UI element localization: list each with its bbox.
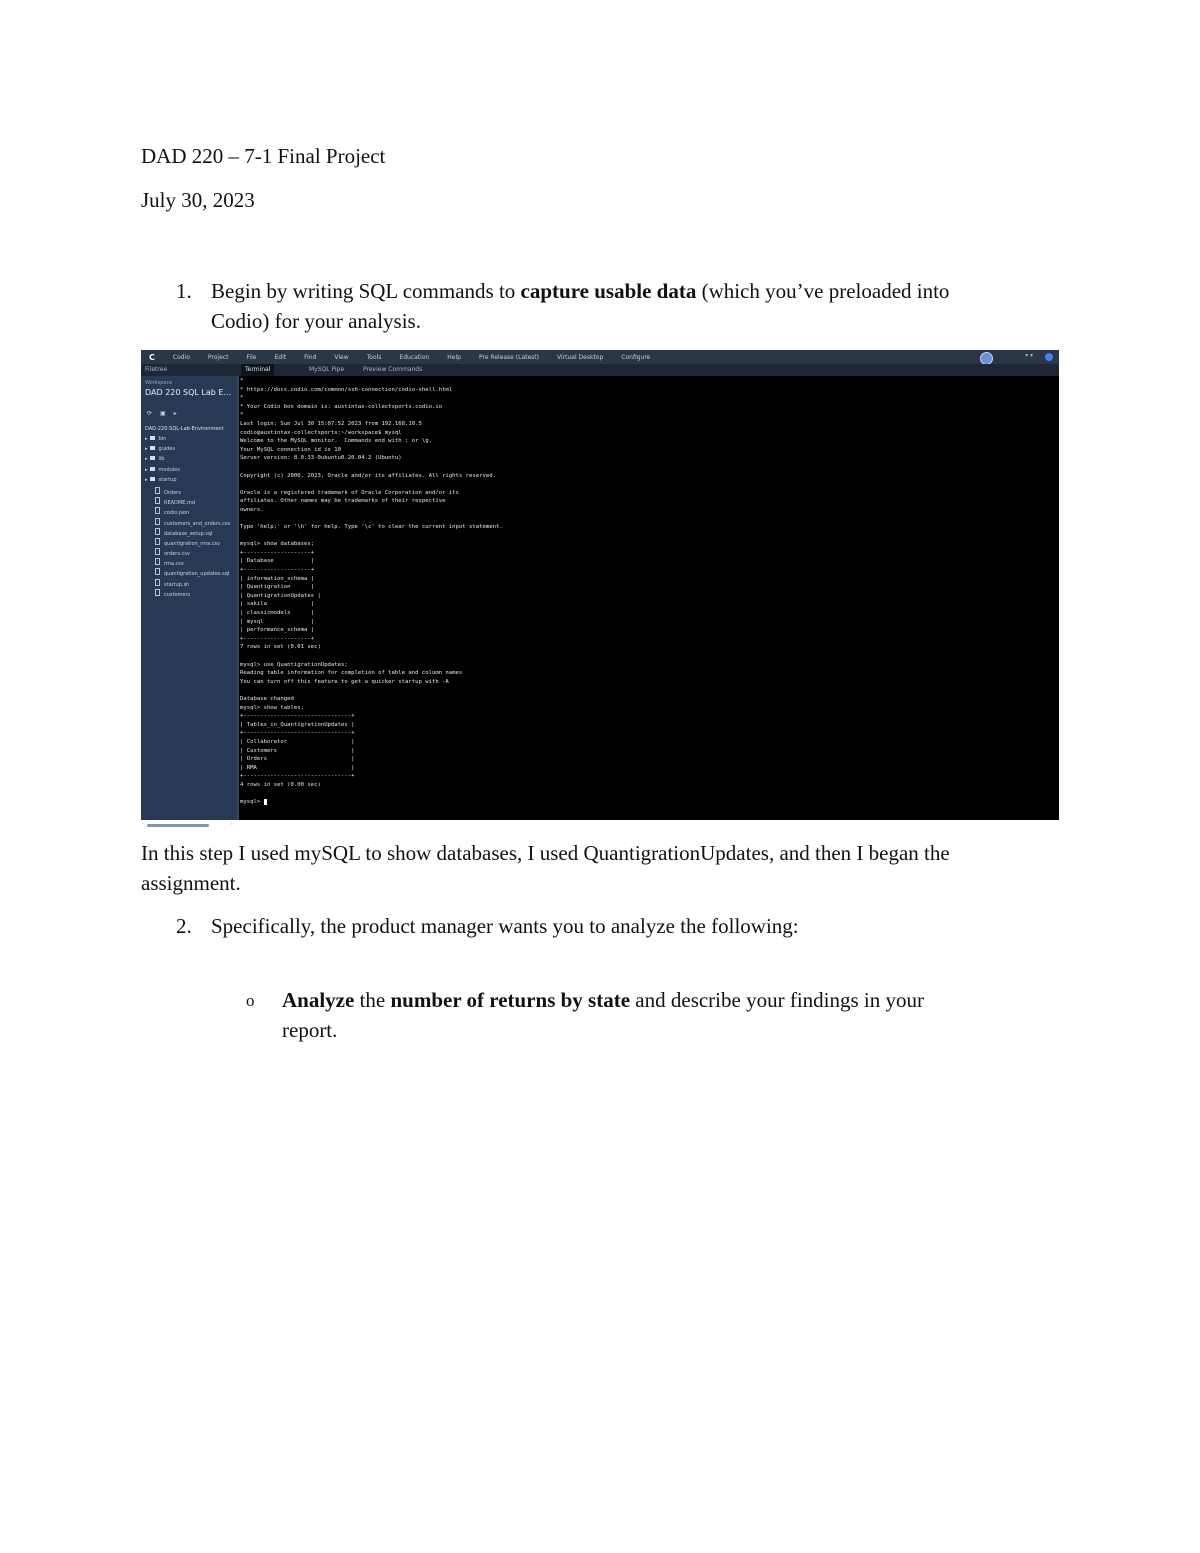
terminal-line: [240, 515, 1055, 524]
item2-text: Specifically, the product manager wants you to analyze the following:: [211, 914, 799, 938]
terminal-line: [240, 600, 1055, 609]
tab-terminal[interactable]: Terminal: [241, 364, 274, 376]
tab-mysql-pipe[interactable]: MySQL Pipe: [309, 366, 345, 373]
sidebar-scrollbar[interactable]: [147, 824, 209, 827]
project-title[interactable]: DAD 220 SQL Lab E...: [145, 388, 232, 397]
terminal-line: [240, 635, 1055, 644]
terminal-line-text: Copyright (c) 2000, 2023, Oracle and/or its affiliates. All rights reserved.: [240, 472, 496, 479]
notification-icon[interactable]: [1045, 353, 1053, 361]
menu-item[interactable]: Codio: [172, 353, 190, 361]
tree-file[interactable]: [145, 568, 237, 578]
file-icon: [155, 538, 160, 545]
tree-item-label: README.md: [164, 500, 196, 507]
terminal-output[interactable]: [240, 377, 1055, 817]
terminal-line-text: Server version: 8.0.33-0ubuntu0.20.04.2 (Ubuntu): [240, 455, 402, 462]
terminal-line-text: mysql>: [240, 799, 264, 806]
menu-item[interactable]: Education: [399, 353, 430, 361]
scroll-right-icon[interactable]: ▸: [231, 821, 234, 827]
terminal-line-text: | Orders |: [240, 756, 355, 763]
terminal-line: [240, 394, 1055, 403]
terminal-line: [240, 695, 1055, 704]
scroll-left-icon[interactable]: ◂: [142, 821, 145, 827]
tree-item-label: guides: [158, 446, 176, 453]
item1-line1: [211, 276, 949, 306]
terminal-line: [240, 618, 1055, 627]
terminal-line: [240, 592, 1055, 601]
tree-item-label: startup.sh: [164, 581, 190, 588]
terminal-line-text: Oracle is a registered trademark of Oracle Corporation and/or its: [240, 489, 459, 496]
terminal-line-text: *: [240, 378, 244, 384]
ide-tabbar: [141, 364, 1059, 376]
terminal-line-text: mysql> use QuantigrationUpdates;: [240, 661, 348, 668]
folder-icon: [150, 477, 155, 481]
terminal-line-text: +--------------------+: [240, 549, 315, 556]
terminal-line-text: Last login: Sun Jul 30 15:07:52 2023 from 192.168.10.5: [240, 420, 422, 427]
tree-item-label: customers: [164, 591, 191, 598]
terminal-line-text: +--------------------------------+: [240, 713, 355, 720]
terminal-line-text: | performance_schema |: [240, 627, 315, 634]
menu-item[interactable]: Help: [447, 353, 461, 361]
folder-icon: [150, 446, 155, 450]
terminal-line-text: 4 rows in set (0.00 sec): [240, 781, 321, 788]
terminal-line-text: | QuantigrationUpdates |: [240, 592, 321, 599]
subitem-text2: and describe your findings in your: [630, 988, 924, 1012]
terminal-line: [240, 420, 1055, 429]
file-icon: [155, 497, 160, 504]
codio-screenshot: [141, 350, 1059, 827]
terminal-line-text: Your MySQL connection id is 10: [240, 446, 342, 453]
subitem-text1: the: [354, 988, 391, 1012]
terminal-line-text: Type 'help;' or '\h' for help. Type '\c' to clear the current input statement.: [240, 524, 503, 531]
subitem-line1: [282, 985, 924, 1015]
terminal-line-text: *: [240, 412, 244, 419]
tree-folder[interactable]: [145, 446, 237, 456]
terminal-line: [240, 429, 1055, 438]
terminal-line-text: mysql> show tables;: [240, 704, 304, 711]
codio-logo: C: [149, 352, 155, 362]
bullet-marker: o: [246, 991, 255, 1010]
terminal-line-text: * Your Codio box domain is: austintax-collectsports.codio.io: [240, 403, 443, 410]
terminal-line: [240, 506, 1055, 515]
terminal-line-text: +--------------------------------+: [240, 730, 355, 737]
terminal-line: [240, 798, 1055, 807]
menu-item[interactable]: Edit: [274, 353, 287, 361]
file-icon: [155, 589, 160, 596]
tree-file[interactable]: [145, 558, 237, 568]
terminal-line: [240, 463, 1055, 472]
tree-item-label: codio.json: [164, 510, 190, 517]
menu-item[interactable]: Project: [207, 353, 229, 361]
terminal-line-text: *: [240, 395, 244, 402]
menu-item[interactable]: Virtual Desktop: [557, 353, 604, 361]
paragraph-line2: assignment.: [141, 871, 241, 895]
terminal-cursor: [264, 799, 267, 805]
folder-icon: [150, 467, 155, 471]
terminal-line-text: | sakila |: [240, 601, 315, 608]
terminal-line: [240, 678, 1055, 687]
terminal-line: [240, 411, 1055, 420]
subitem-bold1: Analyze: [282, 988, 355, 1012]
tree-item-label: bin: [158, 436, 167, 442]
terminal-line-text: You can turn off this feature to get a quicker startup with -A: [240, 678, 449, 685]
terminal-line: [240, 704, 1055, 713]
terminal-line: [240, 764, 1055, 773]
terminal-line: [240, 566, 1055, 575]
terminal-line: [240, 403, 1055, 412]
file-icon: [155, 507, 160, 514]
terminal-line: [240, 575, 1055, 584]
tree-item-label: orders.csv: [164, 551, 190, 558]
tree-folder[interactable]: [145, 456, 237, 466]
item1-text-post: (which you’ve preloaded into: [696, 279, 950, 303]
file-sidebar: [141, 376, 237, 827]
item1-bold: capture usable data: [520, 279, 697, 303]
ide-menubar: [141, 350, 1059, 364]
tree-file[interactable]: [145, 497, 237, 507]
list-number-2: 2.: [176, 914, 192, 938]
menu-item[interactable]: File: [246, 353, 257, 361]
terminal-line: [240, 738, 1055, 747]
terminal-line: [240, 755, 1055, 764]
terminal-line: [240, 729, 1055, 738]
tree-folder[interactable]: [145, 467, 237, 477]
chevron-right-icon[interactable]: ▸: [145, 476, 148, 483]
terminal-line-text: | Quantigration |: [240, 584, 315, 591]
terminal-line: [240, 489, 1055, 498]
terminal-line-text: | information_schema |: [240, 575, 315, 582]
paragraph-line1: In this step I used mySQL to show databases, I used QuantigrationUpdates, and then I began the: [141, 841, 950, 865]
tree-item-label: quantigration_rma.csv: [164, 540, 221, 547]
workspace-path[interactable]: DAD-220-SQL-Lab-Environment: [145, 426, 224, 432]
terminal-line-text: Welcome to the MySQL monitor. Commands end with ; or \g.: [240, 438, 432, 445]
tab-preview[interactable]: Preview Commands: [363, 366, 423, 373]
menu-item[interactable]: Tools: [366, 353, 382, 361]
file-icon: [155, 548, 160, 555]
file-icon: [155, 518, 160, 525]
folder-icon: [150, 436, 155, 440]
file-tree: [145, 436, 237, 599]
tree-folder[interactable]: [145, 436, 237, 446]
terminal-line: [240, 523, 1055, 532]
folder-icon: [150, 456, 155, 460]
terminal-line-text: | mysql |: [240, 618, 315, 625]
tree-file[interactable]: [145, 528, 237, 538]
document-title: DAD 220 – 7-1 Final Project: [141, 144, 386, 168]
terminal-line-text: +--------------------+: [240, 635, 315, 642]
tree-file[interactable]: [145, 518, 237, 528]
terminal-line: [240, 446, 1055, 455]
terminal-line: [240, 454, 1055, 463]
item1-text-pre: Begin by writing SQL commands to: [211, 279, 521, 303]
tree-file[interactable]: [145, 487, 237, 497]
subitem-line2: report.: [282, 1018, 338, 1042]
tree-file[interactable]: [145, 507, 237, 517]
file-icon: [155, 528, 160, 535]
terminal-line-text: | Tables_in_QuantigrationUpdates |: [240, 721, 355, 728]
terminal-line-text: 7 rows in set (0.01 sec): [240, 644, 321, 651]
menu-item[interactable]: View: [334, 353, 349, 361]
tree-item-label: rma.csv: [164, 561, 184, 568]
terminal-line-text: +--------------------+: [240, 567, 315, 574]
terminal-line-text: owners.: [240, 506, 264, 513]
document-date: July 30, 2023: [141, 188, 255, 212]
terminal-line: [240, 472, 1055, 481]
tree-item-label: startup: [158, 476, 177, 483]
tab-filetree[interactable]: Filetree: [145, 366, 168, 373]
tree-folder[interactable]: [145, 477, 237, 487]
terminal-line: [240, 609, 1055, 618]
tree-item-label: quantigration_updates.sql: [164, 571, 230, 578]
chevron-right-icon[interactable]: ▸: [145, 456, 148, 463]
terminal-line: [240, 540, 1055, 549]
terminal-line: [240, 721, 1055, 730]
terminal-line: [240, 781, 1055, 790]
terminal-line: [240, 669, 1055, 678]
menu-item[interactable]: Configure: [621, 353, 651, 361]
tree-item-label: customers_and_orders.csv: [164, 520, 231, 527]
file-icon: [155, 487, 160, 494]
terminal-line-text: affiliates. Other names may be trademarks of their respective: [240, 498, 446, 505]
chevron-right-icon[interactable]: ▸: [145, 446, 148, 453]
terminal-line-text: Reading table information for completion of table and column names: [240, 670, 463, 677]
file-icon: [155, 579, 160, 586]
terminal-line: [240, 549, 1055, 558]
tree-item-label: modules: [158, 466, 180, 473]
terminal-line-text: | Database |: [240, 558, 315, 565]
terminal-line: [240, 557, 1055, 566]
tree-file[interactable]: [145, 579, 237, 589]
subitem-bold2: number of returns by state: [390, 988, 631, 1012]
terminal-line: [240, 532, 1055, 541]
terminal-line: [240, 626, 1055, 635]
terminal-line: [240, 772, 1055, 781]
terminal-line-text: | Customers |: [240, 747, 355, 754]
terminal-line: [240, 386, 1055, 395]
user-menu-icon[interactable]: ▾ ▾: [1025, 352, 1033, 359]
item1-line2: Codio) for your analysis.: [211, 309, 421, 333]
terminal-line: [240, 583, 1055, 592]
pane-divider[interactable]: [237, 376, 239, 820]
terminal-line: [240, 686, 1055, 695]
terminal-line: [240, 377, 1055, 386]
terminal-line-text: | classicmodels |: [240, 610, 315, 617]
terminal-line: [240, 497, 1055, 506]
terminal-line-text: +--------------------------------+: [240, 773, 355, 780]
terminal-line-text: * https://docs.codio.com/common/ssh-connection/codio-shell.html: [240, 386, 453, 393]
sidebar-toolbar-icons[interactable]: ⟳▣▸: [147, 410, 185, 417]
list-number-1: 1.: [176, 279, 192, 303]
terminal-line: [240, 712, 1055, 721]
terminal-line: [240, 747, 1055, 756]
terminal-line: [240, 661, 1055, 670]
chevron-right-icon[interactable]: ▸: [145, 436, 148, 442]
tree-file[interactable]: [145, 538, 237, 548]
terminal-line: [240, 652, 1055, 661]
tree-file[interactable]: [145, 589, 237, 599]
workspace-label: Workspace: [145, 380, 173, 386]
terminal-line: [240, 790, 1055, 799]
terminal-line: [240, 480, 1055, 489]
menu-item[interactable]: Find: [304, 353, 317, 361]
tree-item-label: Orders: [164, 489, 181, 496]
tree-item-label: database_setup.sql: [164, 530, 213, 537]
tree-file[interactable]: [145, 548, 237, 558]
terminal-line-text: codio@austintax-collectsports:~/workspace$ mysql: [240, 429, 402, 436]
file-icon: [155, 558, 160, 565]
menu-item[interactable]: Pre Release (Latest): [478, 353, 540, 361]
terminal-line-text: | Collaborator |: [240, 738, 355, 745]
tree-item-label: lib: [158, 456, 165, 463]
terminal-line-text: mysql> show databases;: [240, 541, 315, 548]
file-icon: [155, 568, 160, 575]
terminal-line: [240, 643, 1055, 652]
chevron-right-icon[interactable]: ▸: [145, 466, 148, 473]
terminal-line: [240, 437, 1055, 446]
terminal-line-text: Database changed: [240, 695, 294, 702]
terminal-line-text: | RMA |: [240, 764, 355, 771]
